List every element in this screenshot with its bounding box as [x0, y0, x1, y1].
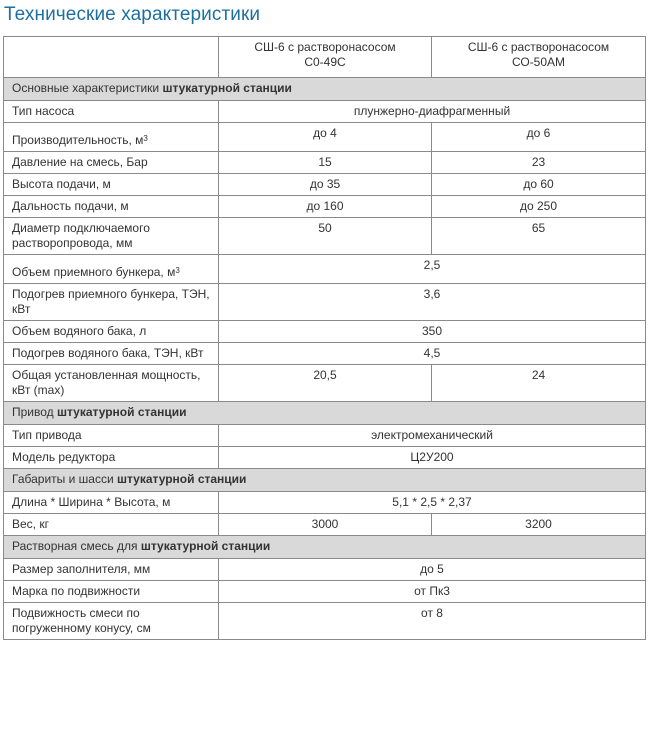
row-value-1: 50 — [219, 218, 432, 255]
row-value-2: 24 — [432, 365, 646, 402]
table-row — [4, 581, 646, 603]
row-label: Подогрев водяного бака, ТЭН, кВт — [4, 343, 219, 365]
row-value: от 8 — [219, 603, 646, 640]
table-row — [4, 196, 646, 218]
row-label: Высота подачи, м — [4, 174, 219, 196]
row-label: Давление на смесь, Бар — [4, 152, 219, 174]
row-value: 3,6 — [219, 284, 646, 321]
row-value-2: 3200 — [432, 514, 646, 536]
row-value-2: 65 — [432, 218, 646, 255]
row-value-1: 15 — [219, 152, 432, 174]
table-row — [4, 559, 646, 581]
table-row — [4, 321, 646, 343]
row-label: Подогрев приемного бункера, ТЭН, кВт — [4, 284, 219, 321]
row-value: электромеханический — [219, 425, 646, 447]
section-header-row — [4, 78, 646, 101]
row-value-1: 3000 — [219, 514, 432, 536]
row-value: плунжерно-диафрагменный — [219, 101, 646, 123]
row-label: Диаметр подключаемого растворопровода, мм — [4, 218, 219, 255]
table-row — [4, 218, 646, 255]
table-row — [4, 101, 646, 123]
row-value: от Пк3 — [219, 581, 646, 603]
row-label: Модель редуктора — [4, 447, 219, 469]
table-row — [4, 255, 646, 284]
row-value: 5,1 * 2,5 * 2,37 — [219, 492, 646, 514]
section-header: Габариты и шасси штукатурной станции — [4, 469, 646, 492]
row-label: Производительность, $м^3$ — [4, 123, 219, 152]
table-header-row — [4, 37, 646, 78]
table-row — [4, 123, 646, 152]
row-label: Подвижность смеси по погруженному конусу, см — [4, 603, 219, 640]
table-row — [4, 365, 646, 402]
row-value-2: до 60 — [432, 174, 646, 196]
table-row — [4, 284, 646, 321]
row-value: 2,5 — [219, 255, 646, 284]
row-label: Дальность подачи, м — [4, 196, 219, 218]
row-label: Размер заполнителя, мм — [4, 559, 219, 581]
row-value-2: до 6 — [432, 123, 646, 152]
row-value-1: до 35 — [219, 174, 432, 196]
row-value: 350 — [219, 321, 646, 343]
column-header-1 — [219, 37, 432, 78]
row-label: Тип привода — [4, 425, 219, 447]
column-header-1-line-1: СШ-6 с растворонасосом — [254, 40, 396, 54]
table-row — [4, 603, 646, 640]
row-value: 4,5 — [219, 343, 646, 365]
row-value-1: до 4 — [219, 123, 432, 152]
page-title: Технические характеристики — [4, 4, 261, 25]
section-header: Привод штукатурной станции — [4, 402, 646, 425]
column-header-1-line-2: С0-49С — [304, 55, 346, 69]
row-label: Марка по подвижности — [4, 581, 219, 603]
section-header-row — [4, 536, 646, 559]
column-header-2-line-1: СШ-6 с растворонасосом — [467, 40, 610, 54]
row-label: Тип насоса — [4, 101, 219, 123]
section-header: Основные характеристики штукатурной станции — [4, 78, 646, 101]
table-row — [4, 343, 646, 365]
row-label: Объем водяного бака, л — [4, 321, 219, 343]
section-header-row — [4, 469, 646, 492]
table-row — [4, 514, 646, 536]
column-header-2-line-2: СО-50АМ — [511, 55, 566, 69]
row-label: Вес, кг — [4, 514, 219, 536]
specs-table — [3, 36, 646, 640]
table-row — [4, 152, 646, 174]
table-row — [4, 447, 646, 469]
column-header-2 — [432, 37, 646, 78]
row-value-1: до 160 — [219, 196, 432, 218]
row-value-1: 20,5 — [219, 365, 432, 402]
row-value-2: 23 — [432, 152, 646, 174]
section-header-row — [4, 402, 646, 425]
row-label: Объем приемного бункера, $м^3$ — [4, 255, 219, 284]
table-row — [4, 174, 646, 196]
section-header: Растворная смесь для штукатурной станции — [4, 536, 646, 559]
table-row — [4, 425, 646, 447]
table-row — [4, 492, 646, 514]
row-value-2: до 250 — [432, 196, 646, 218]
header-empty-cell — [4, 37, 219, 78]
row-label: Длина * Ширина * Высота, м — [4, 492, 219, 514]
row-label: Общая установленная мощность, кВт (max) — [4, 365, 219, 402]
row-value: до 5 — [219, 559, 646, 581]
row-value: Ц2У200 — [219, 447, 646, 469]
